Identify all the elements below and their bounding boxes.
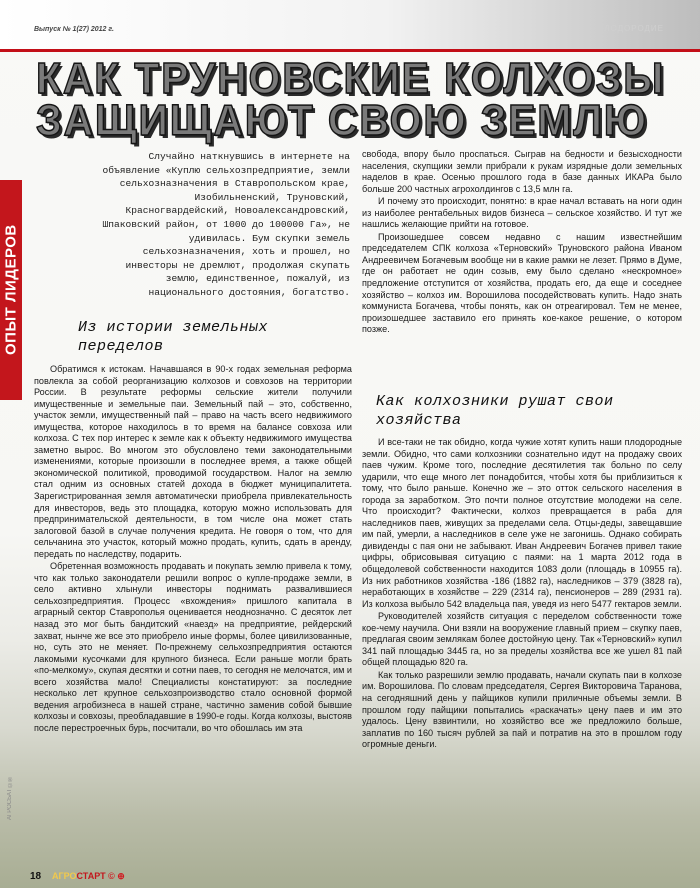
right-column-body [362,437,682,752]
body-paragraph: Произошедшее совсем недавно с нашим известнейшим председателем СПК колхоза «Терновский» Труновского района Иваном Андреевичем Богачевым вообще ни в какие рамки не лезет. Прямо в Думе, где он работает не один созыв, ему было сделано «нескромное» предложение отступится от хозяйства, продать его, да еще и соседнее хозяйство – колхоз им. Ворошилова посодействовать купить. Надо знать коммуниста Богачева, чтобы понять, как он отреагировал. Тем не менее, произошедшее заставило его принять кое-какое решение, о котором позже. [362,231,682,335]
brand-part-a: АГРО [52,871,77,881]
brand-part-c: © ⊕ [105,871,125,881]
body-paragraph: свобода, впору было проспаться. Сыграв на бедности и безысходности населения, скупщики земли прибрали к рукам изрядные доли земельных наделов в крае. Осенью прошлого года в базе данных ИКАРа было больше 200 частных агрохолдингов с 13,5 млн га. [362,149,682,194]
headline-line-1: КАК ТРУНОВСКИЕ КОЛХОЗЫ [36,54,666,103]
left-column-body [34,364,352,736]
header-tag: ПЛОДОРОДИЕ [597,24,664,33]
right-column-top [362,149,682,337]
article-headline [36,54,666,145]
issue-line: Выпуск № 1(27) 2012 г. [34,26,114,33]
intro-text: Случайно наткнувшись в интернете на объявление «Куплю сельхозпредприятие, земли сельхозназначения в Ставропольском крае, Изобильненский, Труновский, Красногвардейский, Новоалександровский, Шпаковский район, от 1000 до 100000 Га», не удивилась. Бум скупки земель сельхозназначения, хоть и прошел, но инвесторы не дремлют, продолжая скупать землю, единственное, пожалуй, из национального достояния, богатство. [102,151,350,298]
brand-logo [52,871,125,882]
intro-paragraph [96,150,350,300]
body-paragraph: Обретенная возможность продавать и покупать землю привела к тому, что как только законодатели решили вопрос о купле-продаже земли, в село активно хлынули инвесторы поднимать развалившиеся сельхозпредприятия. Процесс «вхождения» пришлого капитала в аграрный сектор Ставрополья оценивается неоднозначно. С десяток лет назад это мог быть бандитский «наезд» на предприятие, рейдерский захват, нынче же все это приобрело иные формы, более цивилизованные, но, суть это не меняет. По-прежнему сельхозпредприятия остаются лакомыми кусочками для крупного бизнеса. Если раньше могли брать «по-мелкому», скупая десятки и сотни паев, то сегодня не мелочатся, им и всего хозяйства мало! Специалисты констатируют: за последние несколько лет крупное сельхозпроизводство стало основной формой ведения агробизнеса в нашей стране, частично заменив собой бывшие колхозы и совхозы, преобладавшие в 1990-е годы. Когда колхозы, выстояв после перестроечных бурь, посчитали, во что обошлась им эта [34,561,353,733]
subhead-kolkhozniki: Как колхозники рушат свои хозяйства [376,393,614,429]
page-number: 18 [30,871,42,882]
side-credit: АГРОСБАТ ©® [7,775,13,820]
body-paragraph: И все-таки не так обидно, когда чужие хотят купить наши плодородные земли. Обидно, что сами колхозники сознательно идут на продажу своих паев чужим. Кроме того, последние десятилетия так больно по селу ударили, что еще много лет понадобится, чтобы хотя бы приблизиться к тому, что было раньше. Конечно же – это отток сельского населения в города за заработком. Это почти полное отсутствие молодежи на селе. Что происходит? Фактически, колхоз превращается в раба для наследников паев, живущих за пределами села. Отцы-деды, завещавшие им пай, умерли, а наследников в селе уже не загонишь. Однако собирать дивиденды с пая они не забывают. Иван Андреевич Богачев привел такие цифры, обрисовывая ситуацию с паями: на 1 марта 2012 года в общедолевой собственности находится 1083 доли (площадь в 10955 га). Из них работников хозяйства -186 (1882 га), наследников – 379 (3828 га), неработающих в хозяйстве – 229 (2314 га), пенсионеров – 289 (2931 га). Из колхоза выбыло 542 владельца пая, уведя из него 5477 гектаров земли. [362,437,682,609]
body-paragraph: Обратимся к истокам. Начавшаяся в 90-х годах земельная реформа повлекла за собой реорганизацию колхозов и совхозов на территории России. В результате реформы сельские жители получили имущественные и земельные паи. Земельный пай – это, собственно, участок земли, имущественный пай – право на часть всего недвижимого имущества, которое находилось в то время на балансе совхоза или колхоза. С тех пор интерес к земле как к объекту недвижимого имущества заметно вырос. Во многом это обусловлено теми законодательными изменениями, которые произошли в последнее время, а также общей экономической политикой, проводимой государством. Налог на землю стал одним из основных статей дохода в бюджет муниципалитета. Зарегистрированная земля автоматически приобрела привлекательность для инвесторов, ведь это площадка, которую можно использовать для предпринимательской деятельности, в том числе она может стать залоговой базой в случае получения кредита. Не говоря о том, что для сельчанина это участок, который можно продать, купить, сдать в аренду, передать по наследству, подарить. [34,364,352,559]
body-paragraph: Как только разрешили землю продавать, начали скупать паи в колхозе им. Ворошилова. По словам председателя, Сергея Викторовича Таранова, на сегодняшний день у пайщиков купили приличные объемы земли. В прошлом году пайщики попытались «раскачать» цену паев и им это удалось. Цену взвинтили, но хозяйство все же предложило больше, заплатив по 160 тысяч рублей за пай и потратив на это в прошлом году огромные деньги. [362,669,682,750]
headline-line-2: ЗАЩИЩАЮТ СВОЮ ЗЕМЛЮ [36,96,648,145]
body-paragraph: Руководителей хозяйств ситуация с переделом собственности тоже кое-чему научила. Они взяли на вооружение главный прием – скупку паев, предлагая своим землякам более достойную цену. Так «Терновский» купил 341 пай площадью 3445 га, но за пределы хозяйства все же ушел 81 пай общей площадью 820 га. [362,611,682,668]
subhead-history: Из истории земельных переделов [78,319,269,355]
brand-part-b: СТАРТ [76,871,106,881]
body-paragraph: И почему это происходит, понятно: в крае начал вставать на ноги один из наиболее рентабельных видов бизнеса – сельское хозяйство. И тут же нашлись желающие прийти на готовое. [362,196,682,230]
section-label: ОПЫТ ЛИДЕРОВ [0,180,22,400]
